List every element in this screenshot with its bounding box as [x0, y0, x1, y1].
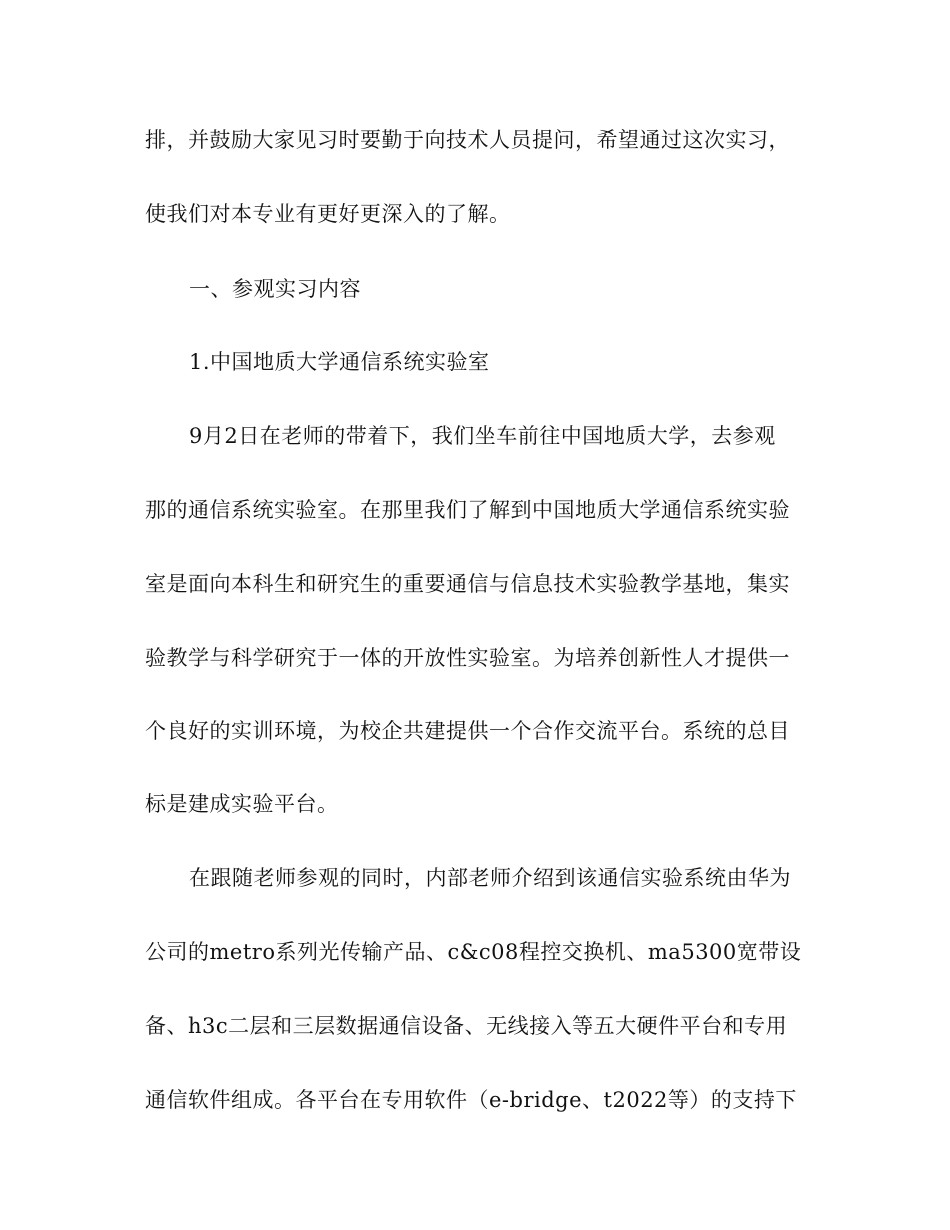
paragraph-line: 备、h3c二层和三层数据通信设备、无线接入等五大硬件平台和专用 [145, 1014, 788, 1038]
paragraph-line: 公司的metro系列光传输产品、c&c08程控交换机、ma5300宽带设 [145, 940, 802, 964]
subsection-heading: 1.中国地质大学通信系统实验室 [189, 350, 490, 374]
paragraph-line: 个良好的实训环境，为校企共建提供一个合作交流平台。系统的总目 [145, 719, 790, 743]
paragraph-line: 标是建成实验平台。 [145, 792, 339, 816]
paragraph-line: 9月2日在老师的带着下，我们坐车前往中国地质大学，去参观 [189, 424, 776, 448]
paragraph-line: 通信软件组成。各平台在专用软件（e-bridge、t2022等）的支持下 [145, 1088, 797, 1112]
paragraph-line: 室是面向本科生和研究生的重要通信与信息技术实验教学基地，集实 [145, 572, 790, 596]
paragraph-line: 在跟随老师参观的同时，内部老师介绍到该通信实验系统由华为 [189, 866, 791, 890]
paragraph-line: 验教学与科学研究于一体的开放性实验室。为培养创新性人才提供一 [145, 646, 790, 670]
paragraph-line: 那的通信系统实验室。在那里我们了解到中国地质大学通信系统实验 [145, 498, 790, 522]
paragraph-line: 使我们对本专业有更好更深入的了解。 [145, 202, 511, 226]
section-heading: 一、参观实习内容 [189, 277, 361, 301]
paragraph-line: 排，并鼓励大家见习时要勤于向技术人员提问，希望通过这次实习， [145, 128, 790, 152]
